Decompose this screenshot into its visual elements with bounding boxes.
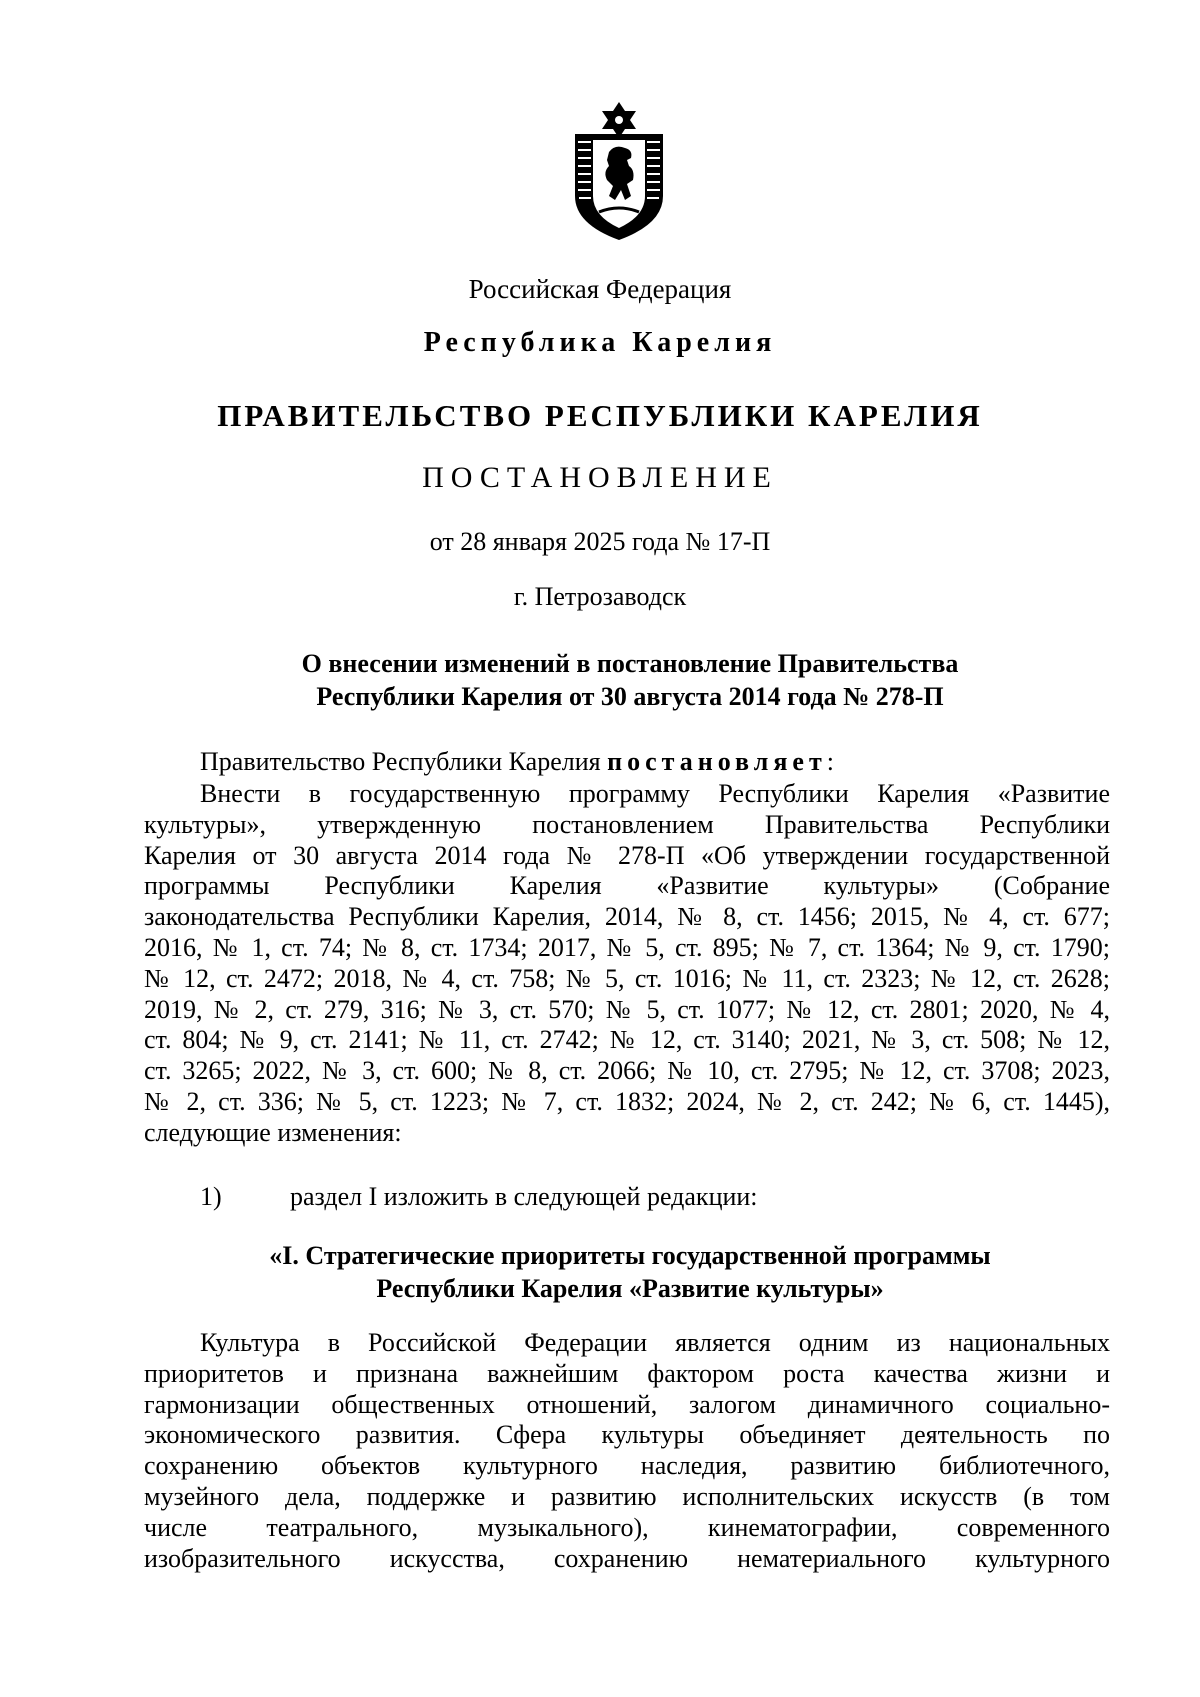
paragraph-line: гармонизации общественных отношений, залогом динамичного социально- (144, 1389, 1110, 1419)
paragraph-line: Культура в Российской Федерации является одним из национальных (200, 1328, 1110, 1357)
paragraph-line: приоритетов и признана важнейшим фактором роста качества жизни и (144, 1358, 1110, 1388)
section-title-line: Республики Карелия «Развитие культуры» (376, 1274, 884, 1303)
resolution-intro (200, 747, 834, 777)
paragraph-line: № 12, ст. 2472; 2018, № 4, ст. 758; № 5, ст. 1016; № 11, ст. 2323; № 12, ст. 2628; (144, 963, 1110, 993)
main-paragraph (144, 779, 1110, 1149)
paragraph-line: Внести в государственную программу Республики Карелия «Развитие (200, 779, 1110, 808)
country-name: Российская Федерация (468, 274, 732, 304)
paragraph-line: музейного дела, поддержке и развитию исполнительских искусств (в том (144, 1481, 1110, 1511)
document-title (150, 647, 1110, 713)
coat-of-arms-of-karelia-icon (569, 100, 669, 242)
culture-paragraph (144, 1328, 1110, 1574)
intro-emphasis: постановляет (607, 747, 827, 776)
document-date-number: от 28 января 2025 года № 17-П (429, 527, 771, 556)
paragraph-line: Карелия от 30 августа 2014 года № 278-П «Об утверждении государственной (144, 840, 1110, 870)
paragraph-line: программы Республики Карелия «Развитие культуры» (Собрание (144, 871, 1110, 901)
document-title-line: О внесении изменений в постановление Правительства (301, 649, 959, 678)
government-name: ПРАВИТЕЛЬСТВО РЕСПУБЛИКИ КАРЕЛИЯ (217, 398, 983, 433)
intro-tail: : (826, 747, 834, 776)
intro-text: Правительство Республики Карелия (200, 747, 608, 776)
paragraph-line: ст. 804; № 9, ст. 2141; № 11, ст. 2742; № 12, ст. 3140; 2021, № 3, ст. 508; № 12, (144, 1025, 1110, 1055)
section-title-line: «I. Стратегические приоритеты государственной программы (269, 1241, 991, 1270)
paragraph-line: 2019, № 2, ст. 279, 316; № 3, ст. 570; № 5, ст. 1077; № 12, ст. 2801; 2020, № 4, (144, 994, 1110, 1024)
document-city: г. Петрозаводск (513, 582, 687, 611)
paragraph-line: экономического развития. Сфера культуры объединяет деятельность по (144, 1420, 1110, 1450)
section-title (150, 1239, 1110, 1305)
paragraph-line: законодательства Республики Карелия, 2014, № 8, ст. 1456; 2015, № 4, ст. 677; (144, 902, 1110, 932)
republic-name: Республика Карелия (423, 327, 777, 358)
paragraph-line: числе театрального, музыкального), кинематографии, современного (144, 1512, 1110, 1542)
document-type: ПОСТАНОВЛЕНИЕ (422, 461, 778, 494)
paragraph-line: следующие изменения: (144, 1117, 402, 1147)
item-number: 1) (200, 1182, 222, 1211)
amendment-item-1 (200, 1182, 758, 1212)
paragraph-line: ст. 3265; 2022, № 3, ст. 600; № 8, ст. 2066; № 10, ст. 2795; № 12, ст. 3708; 2023, (144, 1056, 1110, 1086)
paragraph-line: изобразительного искусства, сохранению нематериального культурного (144, 1543, 1110, 1573)
paragraph-line: № 2, ст. 336; № 5, ст. 1223; № 7, ст. 1832; 2024, № 2, ст. 242; № 6, ст. 1445), (144, 1086, 1110, 1116)
document-title-line: Республики Карелия от 30 августа 2014 года № 278-П (316, 682, 944, 711)
paragraph-line: культуры», утвержденную постановлением Правительства Республики (144, 809, 1110, 839)
paragraph-line: сохранению объектов культурного наследия, развитию библиотечного, (144, 1451, 1110, 1481)
item-text: раздел I изложить в следующей редакции: (290, 1182, 758, 1211)
paragraph-line: 2016, № 1, ст. 74; № 8, ст. 1734; 2017, № 5, ст. 895; № 7, ст. 1364; № 9, ст. 1790; (144, 932, 1110, 962)
